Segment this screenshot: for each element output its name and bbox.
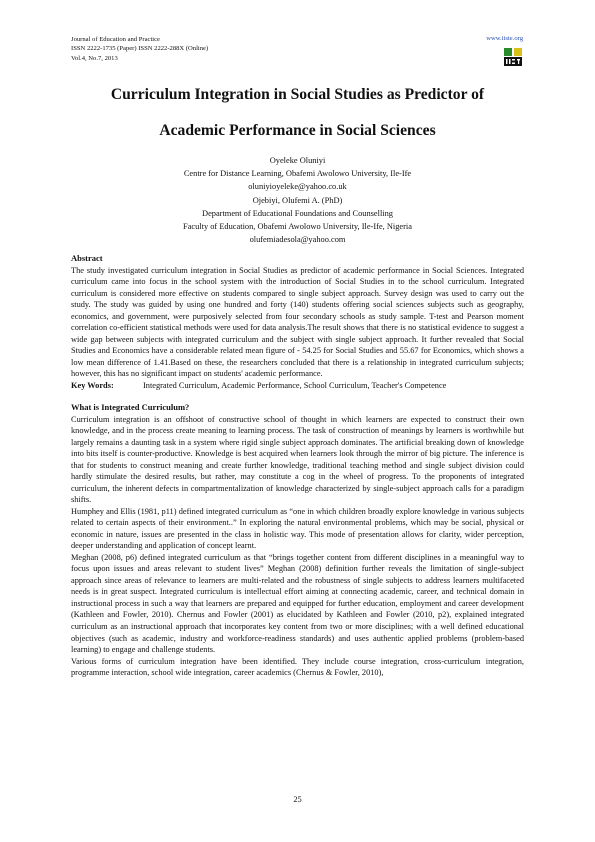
author-name: Ojebiyi, Olufemi A. (PhD) [252,195,343,205]
author-affiliation: Department of Educational Foundations and Counselling [202,208,393,218]
keywords-text: Integrated Curriculum, Academic Performance, School Curriculum, Teacher's Competence [143,380,447,390]
abstract-text: The study investigated curriculum integration in Social Studies as predictor of academic performance in Social Sciences. Integrated curriculum came into focus in the school system with the introduction of Social Studies in to the school curriculum. Integrated curriculum is considered more effective on students compared to single subject approach. Survey design was used to carry out the study. The study was guided by using one hundred and forty (140) students offering social sciences subjects such as geography, economics, and government, were purposively selected from four secondary schools as study sample. T-test and Pearson moment correlation co-efficient statistical methods were used for data analysis.The result shows that there is no statistical evidence to suggest a wide gap between subjects with integrated curriculum and the subject with single subject approach. It further revealed that Social Studies and Economics have a considerable related mean figure of - 54.25 for Social Studies and 55.67 for Economics, which shows a low mean difference of 1.41.Based on these, the researchers concluded that there is a relationship in integrated curriculum subjects; however, this has no significant impact on students' academic performance. [71,265,524,379]
section-heading: What is Integrated Curriculum? [71,402,190,413]
abstract-heading: Abstract [71,253,103,263]
issn-line: ISSN 2222-1735 (Paper) ISSN 2222-288X (Online) [71,45,209,53]
iiste-logo [503,47,523,67]
volume-line: Vol.4, No.7, 2013 [71,54,118,62]
body-paragraph: Humphey and Ellis (1981, p11) defined integrated curriculum as “one in which children broadly explore knowledge in various subjects related to certain aspects of their environment..” In exploring the natural environmental problems, which may be social, physical or economic in nature, issues are presented in the class in holistic way. This mode of presentation allows for clarity, wider perception, deeper understanding and application of concept learnt. [71,506,524,551]
author-block [72,154,523,246]
author-affiliation: Faculty of Education, Obafemi Awolowo University, Ile-Ife, Nigeria [183,222,412,232]
journal-url-link[interactable]: www.iiste.org [486,35,523,42]
body-paragraph: Meghan (2008, p6) defined integrated curriculum as that “brings together content from different disciplines in a meaningful way to focus upon issues and areas relevant to student lives” Meghan (2008) definition further reveals the limitation of single-subject approach since areas of relevance to learners are multi-related and the robustness of single subjects to address learners multifaceted needs is in great suspect. Integrated curriculum is intellectual effort aiming at connecting academic, career, and technical domain in instructional process in such a way that learners are prepared and equipped for further education, employment and career development (Kathleen and Fowler, 2010). Chernus and Fowler (2001) as elucidated by Kathleen and Fowler (2010, p2), explained integrated curriculum as an instructional approach that incorporates key content from two or more disciplines; with a well defined educational objectives (such as academic, industry and workforce-readiness standards) and uses authentic applied problems (problem-based learning) to engage and challenge students. [71,552,524,655]
body-paragraph: Various forms of curriculum integration have been identified. They include course integration, cross-curriculum integration, programme interaction, school wide integration, career academics (Chernus & Fowler, 2010), [71,656,524,678]
body-paragraph: Curriculum integration is an offshoot of constructive school of thought in which learners are expected to construct their own knowledge, and in the process create meaning to learning process. The task of construction of meanings by learners is worthwhile but largely remains a daunting task in a system where rigid single subject approach dominates. The artificial breaking down of knowledge into bits itself is counter-productive. Knowledge is best acquired when learners look through the mirror of big picture. The inference is that for students to construct meaning and create further knowledge, traditional teaching method and single subject division could hardly stimulate the desired results, but rather, may constitute a cog in the wheel of progress. To the proponents of integrated curriculum, the inherent defects in compartmentalization of knowledge characterized by single-subject approach calls for a paradigm shifts. [71,414,524,505]
author-affiliation: Centre for Distance Learning, Obafemi Awolowo University, Ile-Ife [183,169,412,179]
keywords-row [71,380,524,392]
paper-body [71,253,524,679]
keywords-label: Key Words: [71,380,114,390]
author-email: oluniyioyeleke@yahoo.co.uk [248,182,347,192]
title-line-2: Academic Performance in Social Sciences [159,122,436,139]
author-email: olufemiadesola@yahoo.com [249,235,346,245]
journal-name: Journal of Education and Practice [71,36,160,43]
title-line-1: Curriculum Integration in Social Studies as Predictor of [110,86,485,103]
author-name: Oyeleke Oluniyi [269,156,326,165]
page-number: 25 [293,795,302,804]
journal-header [71,35,208,63]
